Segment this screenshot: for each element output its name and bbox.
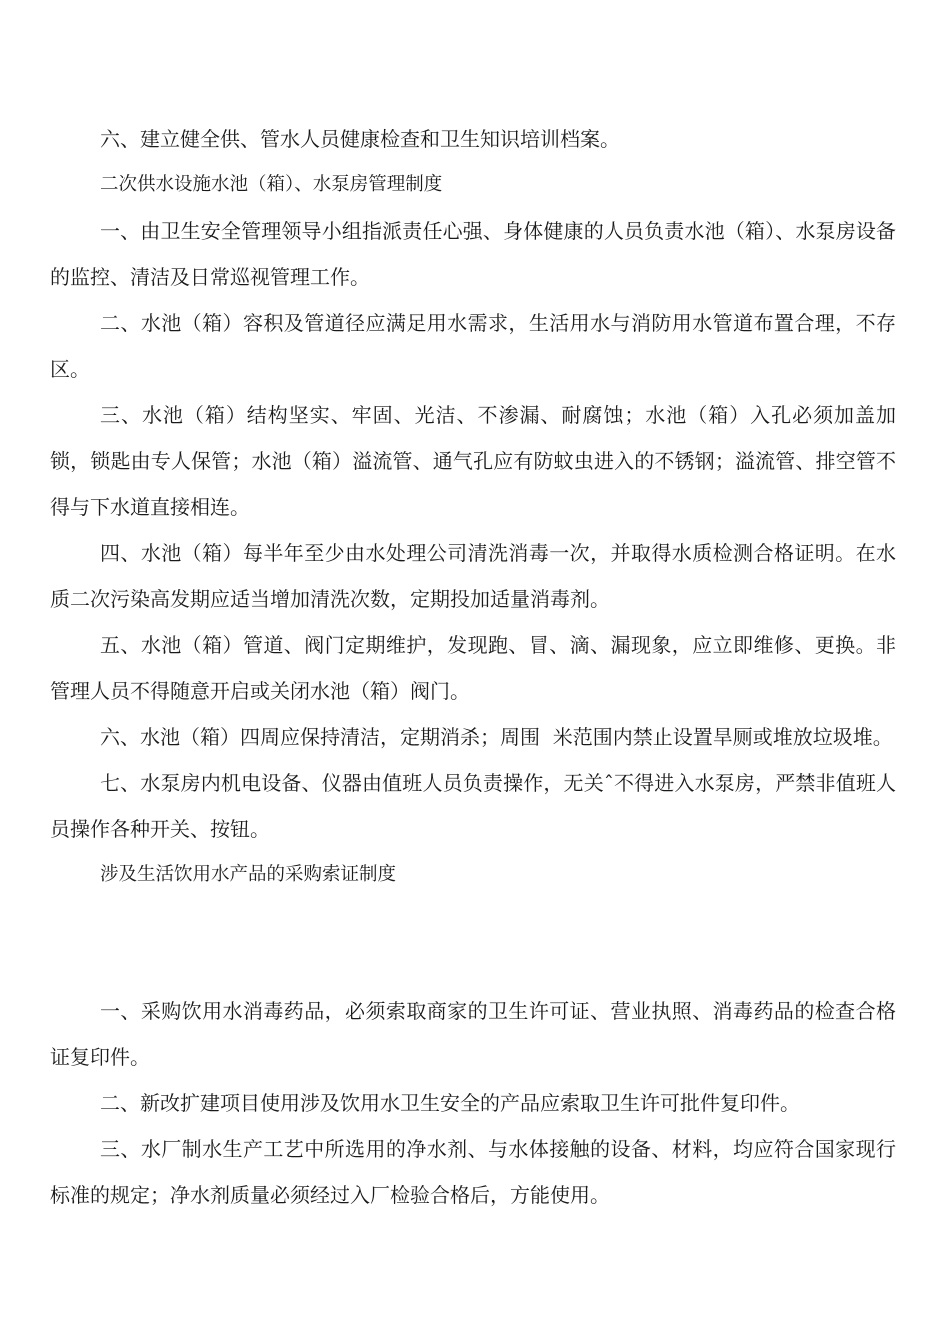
- paragraph-procurement-1: 一、采购饮用水消毒药品，必须索取商家的卫生许可证、营业执照、消毒药品的检查合格证复印件。: [50, 999, 896, 1069]
- paragraph-rule-4: 四、水池（箱）每半年至少由水处理公司清洗消毒一次，并取得水质检测合格证明。在水质二次污染高发期应适当增加清洗次数，定期投加适量消毒剂。: [50, 541, 896, 611]
- paragraph-rule-5: 五、水池（箱）管道、阀门定期维护，发现跑、冒、滴、漏现象，应立即维修、更换。非管理人员不得随意开启或关闭水池（箱）阀门。: [50, 633, 896, 703]
- paragraph-procurement-2: 二、新改扩建项目使用涉及饮用水卫生安全的产品应索取卫生许可批件复印件。: [100, 1091, 800, 1115]
- paragraph-rule-3: 三、水池（箱）结构坚实、牢固、光洁、不渗漏、耐腐蚀；水池（箱）入孔必须加盖加锁，锁匙由专人保管；水池（箱）溢流管、通气孔应有防蚊虫进入的不锈钢；溢流管、排空管不得与下水道直接相连。: [50, 403, 896, 519]
- paragraph-rule-2: 二、水池（箱）容积及管道径应满足用水需求，生活用水与消防用水管道布置合理，不存 区。: [50, 311, 909, 381]
- document-body: [50, 116, 909, 1218]
- paragraph-rule-6: 六、水池（箱）四周应保持清洁，定期消杀；周围 米范围内禁止设置旱厕或堆放垃圾堆。: [100, 725, 893, 749]
- paragraph-procurement-3: 三、水厂制水生产工艺中所选用的净水剂、与水体接触的设备、材料，均应符合国家现行标准的规定；净水剂质量必须经过入厂检验合格后，方能使用。: [50, 1137, 896, 1207]
- section-heading-water-tank-rules: 二次供水设施水池（箱）、水泵房管理制度: [100, 174, 443, 195]
- paragraph-archive: 六、建立健全供、管水人员健康检查和卫生知识培训档案。: [100, 127, 620, 151]
- paragraph-rule-1: 一、由卫生安全管理领导小组指派责任心强、身体健康的人员负责水池（箱）、水泵房设备的监控、清洁及日常巡视管理工作。: [50, 219, 896, 289]
- section-spacer: [50, 898, 896, 988]
- section-heading-procurement: 涉及生活饮用水产品的采购索证制度: [100, 864, 397, 885]
- paragraph-rule-7: 七、水泵房内机电设备、仪器由值班人员负责操作，无关ˆ不得进入水泵房，严禁非值班人员操作各种开关、按钮。: [50, 771, 896, 841]
